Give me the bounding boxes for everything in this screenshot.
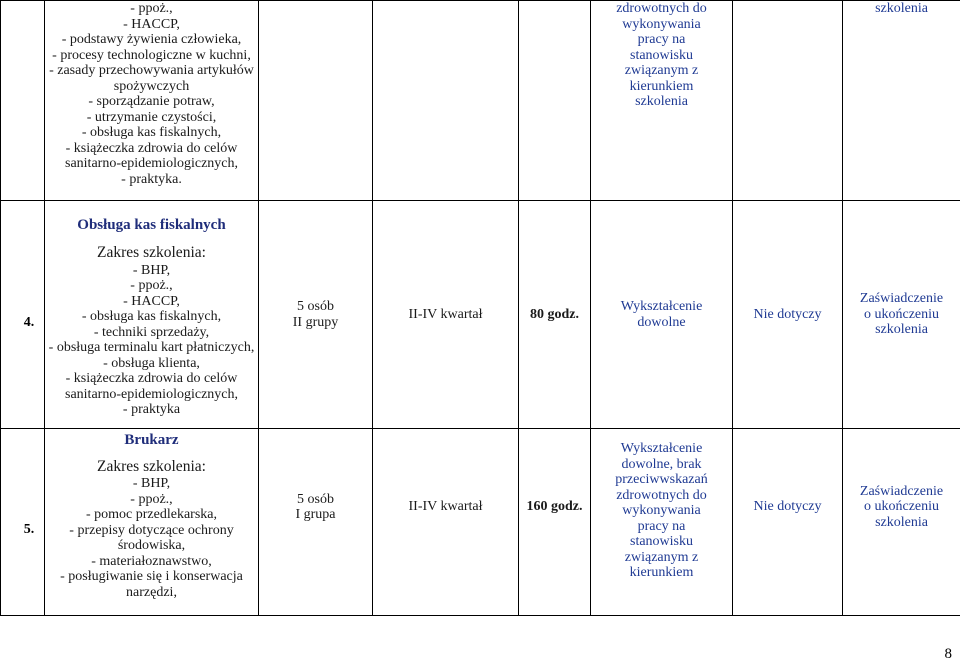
course-line: spożywczych xyxy=(113,78,190,94)
term-cell xyxy=(373,1,519,201)
hours-cell xyxy=(519,201,591,429)
course-line: - książeczka zdrowia do celów xyxy=(65,140,238,156)
scope-lines xyxy=(45,476,258,600)
certificate-cell xyxy=(843,429,960,616)
row-number-cell xyxy=(1,1,45,201)
certificate-lines xyxy=(843,484,960,531)
requirements-line: pracy na xyxy=(637,32,686,47)
course-line: - sporządzanie potraw, xyxy=(88,94,215,109)
course-line: - procesy technologiczne w kuchni, xyxy=(52,47,251,63)
scope-line: - BHP, xyxy=(132,262,171,278)
certificate-text: szkolenia xyxy=(875,1,928,16)
participants-cell xyxy=(259,201,373,429)
course-content-cell xyxy=(45,201,259,429)
requirements-line: przeciwwskazań xyxy=(615,472,708,487)
requirements-line: kierunkiem xyxy=(629,565,694,580)
course-line: - zasady przechowywania artykułów xyxy=(49,63,254,78)
requirements-line: wykonywania xyxy=(622,16,701,32)
scope-lines xyxy=(45,263,258,418)
scope-line: sanitarno-epidemiologicznych, xyxy=(65,386,238,402)
requirements-lines xyxy=(591,299,732,330)
course-title: Brukarz xyxy=(124,432,179,448)
hours-text: 80 godz. xyxy=(530,306,579,322)
na-cell xyxy=(733,201,843,429)
scope-line: - książeczka zdrowia do celów xyxy=(65,371,238,386)
scope-line: - posługiwanie się i konserwacja xyxy=(60,569,243,584)
certificate-line: szkolenia xyxy=(875,514,928,530)
course-lines xyxy=(45,1,258,187)
participants-count: 5 osób xyxy=(297,491,334,507)
scope-line: - ppoż., xyxy=(130,278,173,293)
table-row-continued xyxy=(1,1,960,201)
scope-line: - pomoc przedlekarska, xyxy=(86,507,217,522)
scope-line: - ppoż., xyxy=(130,491,173,507)
participants-group: II grupy xyxy=(292,314,339,330)
scope-line: - obsługa kas fiskalnych, xyxy=(81,309,222,324)
course-title: Obsługa kas fiskalnych xyxy=(77,216,226,233)
scope-line: - materiałoznawstwo, xyxy=(91,553,212,569)
scope-line: środowiska, xyxy=(117,538,186,553)
scope-line: narzędzi, xyxy=(126,584,177,600)
participants-group: I grupa xyxy=(295,507,336,522)
na-cell xyxy=(733,429,843,616)
hours-cell xyxy=(519,429,591,616)
scope-line: - obsługa terminalu kart płatniczych, xyxy=(48,340,255,355)
participants-cell xyxy=(259,1,373,201)
requirements-cell xyxy=(591,429,733,616)
requirements-line: stanowisku xyxy=(630,47,693,63)
requirements-line: dowolne, brak xyxy=(621,456,702,472)
requirements-cell xyxy=(591,201,733,429)
course-line: - ppoż., xyxy=(130,1,173,16)
certificate-line: o ukończeniu xyxy=(863,306,940,322)
course-content-cell xyxy=(45,429,259,616)
term-cell xyxy=(373,201,519,429)
requirements-lines xyxy=(591,441,732,581)
requirements-line: szkolenia xyxy=(635,94,688,109)
course-line: - HACCP, xyxy=(123,16,180,32)
scope-line: - obsługa klienta, xyxy=(103,355,200,371)
requirements-line: Wykształcenie xyxy=(620,299,703,314)
requirements-line: zdrowotnych do xyxy=(616,487,707,503)
scope-line: - HACCP, xyxy=(123,293,180,309)
term-text: II-IV kwartał xyxy=(408,306,483,322)
requirements-line: Wykształcenie xyxy=(620,441,703,456)
page-number: 8 xyxy=(944,646,952,662)
hours-cell xyxy=(519,1,591,201)
scope-line: - praktyka xyxy=(122,402,181,417)
requirements-cell xyxy=(591,1,733,201)
scope-line: - przepisy dotyczące ochrony xyxy=(69,522,234,538)
requirements-line: związanym z xyxy=(624,549,699,565)
certificate-line: Zaświadczenie xyxy=(859,291,944,307)
participants-count: 5 osób xyxy=(297,299,334,314)
term-text: II-IV kwartał xyxy=(408,499,483,515)
scope-line: - techniki sprzedaży, xyxy=(93,324,210,340)
course-content-cell xyxy=(45,1,259,201)
certificate-line: szkolenia xyxy=(875,322,928,338)
na-cell xyxy=(733,1,843,201)
participants-cell xyxy=(259,429,373,616)
scope-label: Zakres szkolenia: xyxy=(97,244,206,261)
certificate-line: Zaświadczenie xyxy=(859,483,944,499)
row-number: 4. xyxy=(1,201,45,429)
term-cell xyxy=(373,429,519,616)
na-text: Nie dotyczy xyxy=(753,499,822,515)
certificate-cell xyxy=(843,1,960,201)
certificate-line: o ukończeniu xyxy=(863,499,940,515)
course-line: - utrzymanie czystości, xyxy=(86,109,217,125)
course-line: sanitarno-epidemiologicznych, xyxy=(65,156,238,171)
requirements-line: stanowisku xyxy=(630,534,693,549)
course-line: - praktyka. xyxy=(121,171,182,187)
requirements-lines xyxy=(591,1,732,110)
row-number: 5. xyxy=(1,429,45,616)
course-line: - obsługa kas fiskalnych, xyxy=(81,125,222,140)
certificate-cell xyxy=(843,201,960,429)
hours-text: 160 godz. xyxy=(526,499,583,515)
table-row xyxy=(1,429,960,616)
requirements-line: wykonywania xyxy=(622,503,701,518)
requirements-line: dowolne xyxy=(637,314,686,330)
requirements-line: związanym z xyxy=(624,63,699,78)
table-row xyxy=(1,201,960,429)
certificate-lines xyxy=(843,291,960,338)
requirements-line: pracy na xyxy=(637,518,686,534)
scope-line: - BHP, xyxy=(132,476,171,491)
scope-label: Zakres szkolenia: xyxy=(97,457,206,475)
na-text: Nie dotyczy xyxy=(753,306,822,322)
course-line: - podstawy żywienia człowieka, xyxy=(61,32,242,47)
requirements-line: zdrowotnych do xyxy=(616,1,707,16)
requirements-line: kierunkiem xyxy=(629,78,694,94)
